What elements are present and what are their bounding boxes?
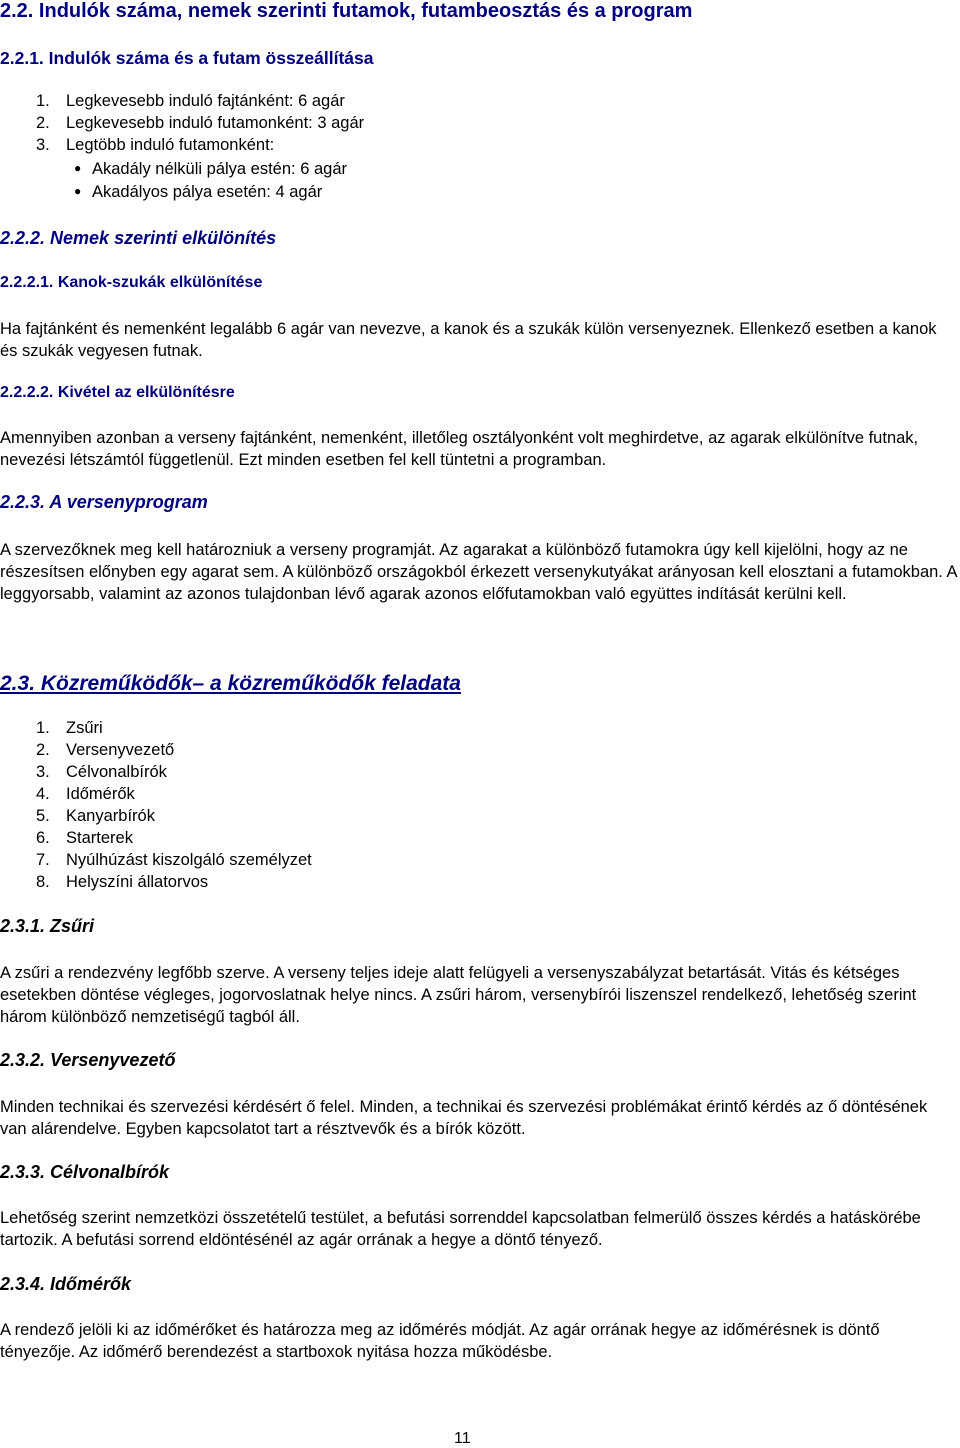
list-item-text: Időmérők: [66, 785, 135, 803]
section-2-2-2-1-heading: 2.2.2.1. Kanok-szukák elkülönítése: [0, 274, 263, 291]
list-item: [36, 114, 364, 133]
section-2-2-3-text: A szervezőknek meg kell határozniuk a verseny programját. Az agarakat a különböző futamokra úgy kell kijelölni, hogy az ne részesítsen előnyben egy agarat sem. A különböző országokból érkezett versenykutyákat arányosan kell elosztani a futamokban. A leggyorsabb, valamint az azonos tulajdonban lévő agarak azonos előfutamokban való együttes indítását kerülni kell.: [0, 541, 957, 603]
bullet-icon: ●: [74, 161, 82, 175]
list-item-number: 2.: [36, 114, 50, 132]
list-item-number: 5.: [36, 807, 50, 825]
list-item: [36, 807, 155, 826]
list-item-text: Legkevesebb induló futamonként: 3 agár: [66, 114, 365, 132]
section-2-3-4-text: A rendező jelöli ki az időmérőket és határozza meg az időmérés módját. Az agár orrának hegye az időmérésnek is döntő tényezője. Az időmérő berendezést a startboxok nyitása hozza működésbe.: [0, 1321, 880, 1361]
list-item: [36, 719, 103, 738]
list-item: [36, 873, 208, 892]
list-item-number: 3.: [36, 136, 50, 154]
list-item-text: Starterek: [66, 829, 133, 847]
list-item-text: Kanyarbírók: [66, 807, 155, 825]
section-2-3-4-heading: 2.3.4. Időmérők: [0, 1274, 132, 1294]
section-2-3-2-text: Minden technikai és szervezési kérdésért ő felel. Minden, a technikai és szervezési problémákat érintő kérdés az ő döntésének van alárendelve. Egyben kapcsolatot tart a résztvevők és a bírók között.: [0, 1098, 928, 1138]
section-2-3-1-text: A zsűri a rendezvény legfőbb szerve. A verseny teljes ideje alatt felügyeli a versenyszabályzat betartását. Vitás és kétséges esetekben döntése végleges, jogorvoslatnak helye nincs. A zsűri három, versenybírói liszenszel rendelkező, lehetőség szerint három különböző nemzetiségű tagból áll.: [0, 964, 917, 1026]
bullet-text: Akadályos pálya esetén: 4 agár: [92, 183, 323, 201]
section-2-2-heading: 2.2. Indulók száma, nemek szerinti futamok, futambeosztás és a program: [0, 0, 693, 22]
list-item: [36, 785, 135, 804]
section-2-2-3-heading: 2.2.3. A versenyprogram: [0, 492, 208, 512]
list-item-text: Zsűri: [66, 719, 103, 737]
section-2-2-2-2-text: Amennyiben azonban a verseny fajtánként, nemenként, illetőleg osztályonként volt meghirdetve, az agarak elkülönítve futnak, nevezési létszámtól függetlenül. Ezt minden esetben fel kell tüntetni a programban.: [0, 429, 919, 469]
section-2-3-heading: 2.3. Közreműködők– a közreműködők feladata: [0, 672, 461, 695]
list-item-number: 3.: [36, 763, 50, 781]
list-item-number: 4.: [36, 785, 50, 803]
list-item-number: 1.: [36, 92, 50, 110]
list-item-number: 7.: [36, 851, 50, 869]
list-item: [36, 92, 345, 111]
list-item: [36, 741, 174, 760]
bullet-item: [74, 183, 322, 202]
section-2-2-2-heading: 2.2.2. Nemek szerinti elkülönítés: [0, 228, 277, 248]
section-2-3-1-heading: 2.3.1. Zsűri: [0, 916, 95, 936]
list-item-text: Helyszíni állatorvos: [66, 873, 209, 891]
page-number: 11: [454, 1430, 471, 1447]
section-2-3-3-text: Lehetőség szerint nemzetközi összetételű testület, a befutási sorrenddel kapcsolatban felmerülő összes kérdés a hatáskörébe tartozik. A befutási sorrend eldöntésénél az agár orrának a hegye a döntő tényező.: [0, 1209, 921, 1249]
list-item: [36, 763, 167, 782]
list-item-number: 2.: [36, 741, 50, 759]
section-2-3-3-heading: 2.3.3. Célvonalbírók: [0, 1162, 170, 1182]
list-item-number: 8.: [36, 873, 50, 891]
section-2-3-2-heading: 2.3.2. Versenyvezető: [0, 1050, 176, 1070]
list-item-text: Legtöbb induló futamonként:: [66, 136, 275, 154]
list-item-number: 6.: [36, 829, 50, 847]
bullet-text: Akadály nélküli pálya estén: 6 agár: [92, 160, 347, 178]
list-item-number: 1.: [36, 719, 50, 737]
bullet-item: [74, 160, 347, 179]
list-item: [36, 136, 274, 155]
list-item-text: Célvonalbírók: [66, 763, 167, 781]
section-2-2-2-2-heading: 2.2.2.2. Kivétel az elkülönítésre: [0, 384, 235, 401]
list-item-text: Nyúlhúzást kiszolgáló személyzet: [66, 851, 312, 869]
section-2-2-1-heading: 2.2.1. Indulók száma és a futam összeállítása: [0, 48, 374, 68]
bullet-icon: ●: [74, 184, 82, 198]
list-item-text: Legkevesebb induló fajtánként: 6 agár: [66, 92, 345, 110]
list-item: [36, 829, 133, 848]
list-item-text: Versenyvezető: [66, 741, 175, 759]
list-item: [36, 851, 312, 870]
section-2-2-2-1-text: Ha fajtánként és nemenként legalább 6 agár van nevezve, a kanok és a szukák külön versenyeznek. Ellenkező esetben a kanok és szukák vegyesen futnak.: [0, 320, 937, 360]
